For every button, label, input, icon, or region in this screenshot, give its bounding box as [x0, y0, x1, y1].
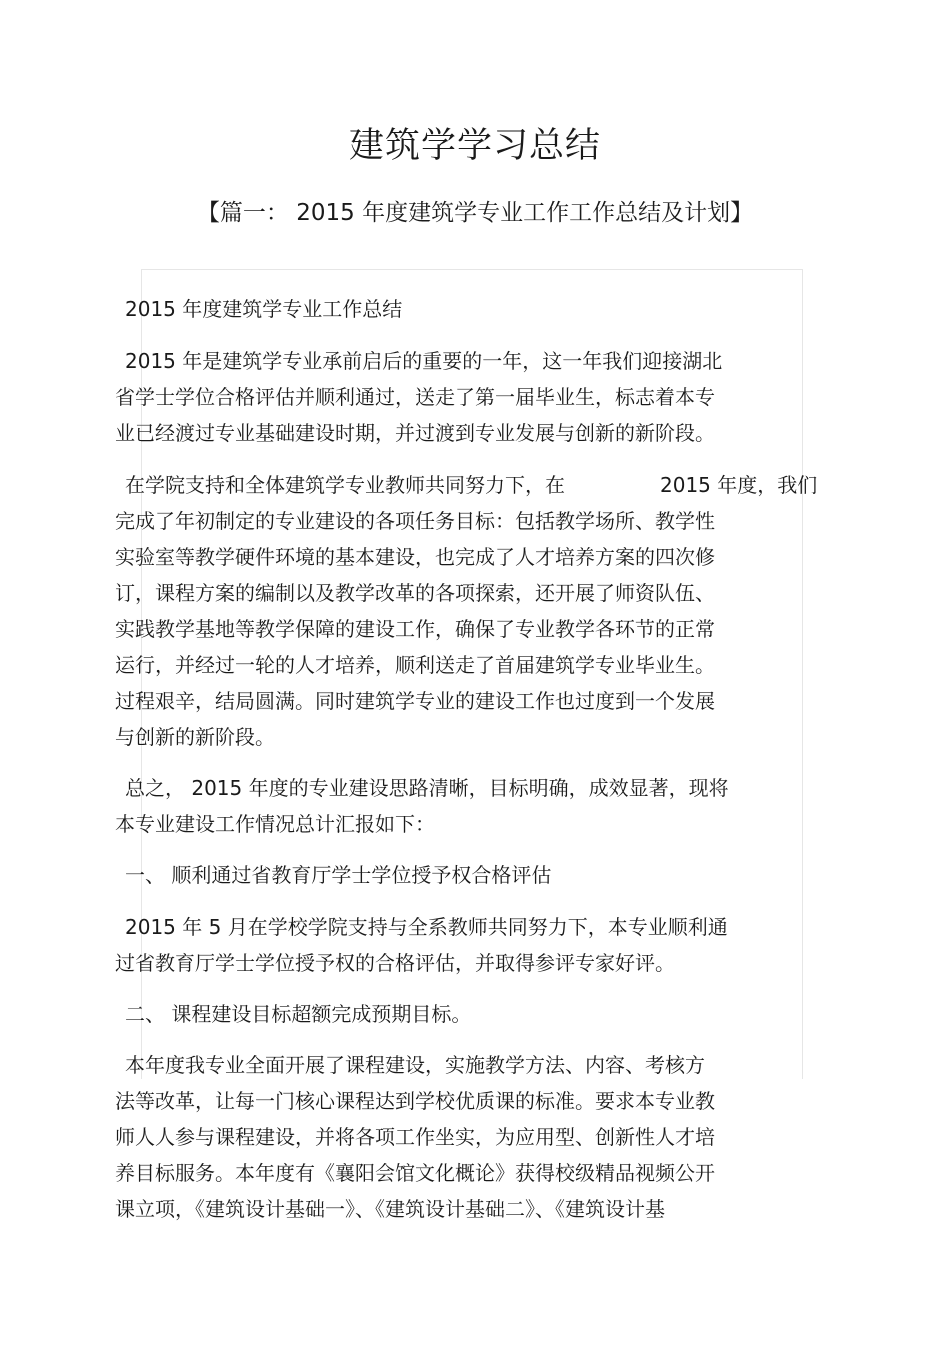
paragraph-line: 师人人参与课程建设，并将各项工作坐实，为应用型、创新性人才培 [115, 1125, 715, 1149]
paragraph-line: 本年度我专业全面开展了课程建设，实施教学方法、内容、考核方 [125, 1053, 705, 1077]
section-heading: 2015 年度建筑学专业工作总结 [125, 297, 403, 321]
paragraph-line: 2015 年 5 月在学校学院支持与全系教师共同努力下，本专业顺利通 [125, 915, 728, 939]
paragraph-line: 2015 年是建筑学专业承前启后的重要的一年，这一年我们迎接湖北 [125, 349, 723, 373]
paragraph-line: 业已经渡过专业基础建设时期，并过渡到专业发展与创新的新阶段。 [115, 421, 715, 445]
paragraph-line: 养目标服务。本年度有《襄阳会馆文化概论》获得校级精品视频公开 [115, 1161, 715, 1185]
paragraph-line: 过省教育厅学士学位授予权的合格评估，并取得参评专家好评。 [115, 951, 675, 975]
paragraph-line: 总之， 2015 年度的专业建设思路清晰，目标明确，成效显著，现将 [125, 776, 729, 800]
document-subtitle: 【篇一： 2015 年度建筑学专业工作工作总结及计划】 [196, 200, 754, 226]
paragraph-line: 本专业建设工作情况总计汇报如下： [115, 812, 435, 836]
document-title: 建筑学学习总结 [348, 126, 601, 166]
paragraph-line: 过程艰辛，结局圆满。同时建筑学专业的建设工作也过度到一个发展 [115, 689, 715, 713]
paragraph-line: 运行，并经过一轮的人才培养，顺利送走了首届建筑学专业毕业生。 [115, 653, 715, 677]
paragraph-line: 课立项，《建筑设计基础一》、《建筑设计基础二》、《建筑设计基 [115, 1197, 665, 1221]
paragraph-line: 法等改革，让每一门核心课程达到学校优质课的标准。要求本专业教 [115, 1089, 715, 1113]
paragraph-line: 实践教学基地等教学保障的建设工作，确保了专业教学各环节的正常 [115, 617, 715, 641]
paragraph-line: 省学士学位合格评估并顺利通过，送走了第一届毕业生，标志着本专 [115, 385, 715, 409]
paragraph-line: 与创新的新阶段。 [115, 725, 275, 749]
paragraph-line: 在学院支持和全体建筑学专业教师共同努力下，在 [125, 473, 565, 497]
section-heading: 二、 课程建设目标超额完成预期目标。 [125, 1002, 472, 1026]
paragraph-line: 实验室等教学硬件环境的基本建设，也完成了人才培养方案的四次修 [115, 545, 715, 569]
paragraph-line: 2015 年度，我们 [660, 473, 818, 497]
section-heading: 一、 顺利通过省教育厅学士学位授予权合格评估 [125, 863, 552, 887]
paragraph-line: 完成了年初制定的专业建设的各项任务目标：包括教学场所、教学性 [115, 509, 715, 533]
paragraph-line: 订，课程方案的编制以及教学改革的各项探索，还开展了师资队伍、 [115, 581, 715, 605]
